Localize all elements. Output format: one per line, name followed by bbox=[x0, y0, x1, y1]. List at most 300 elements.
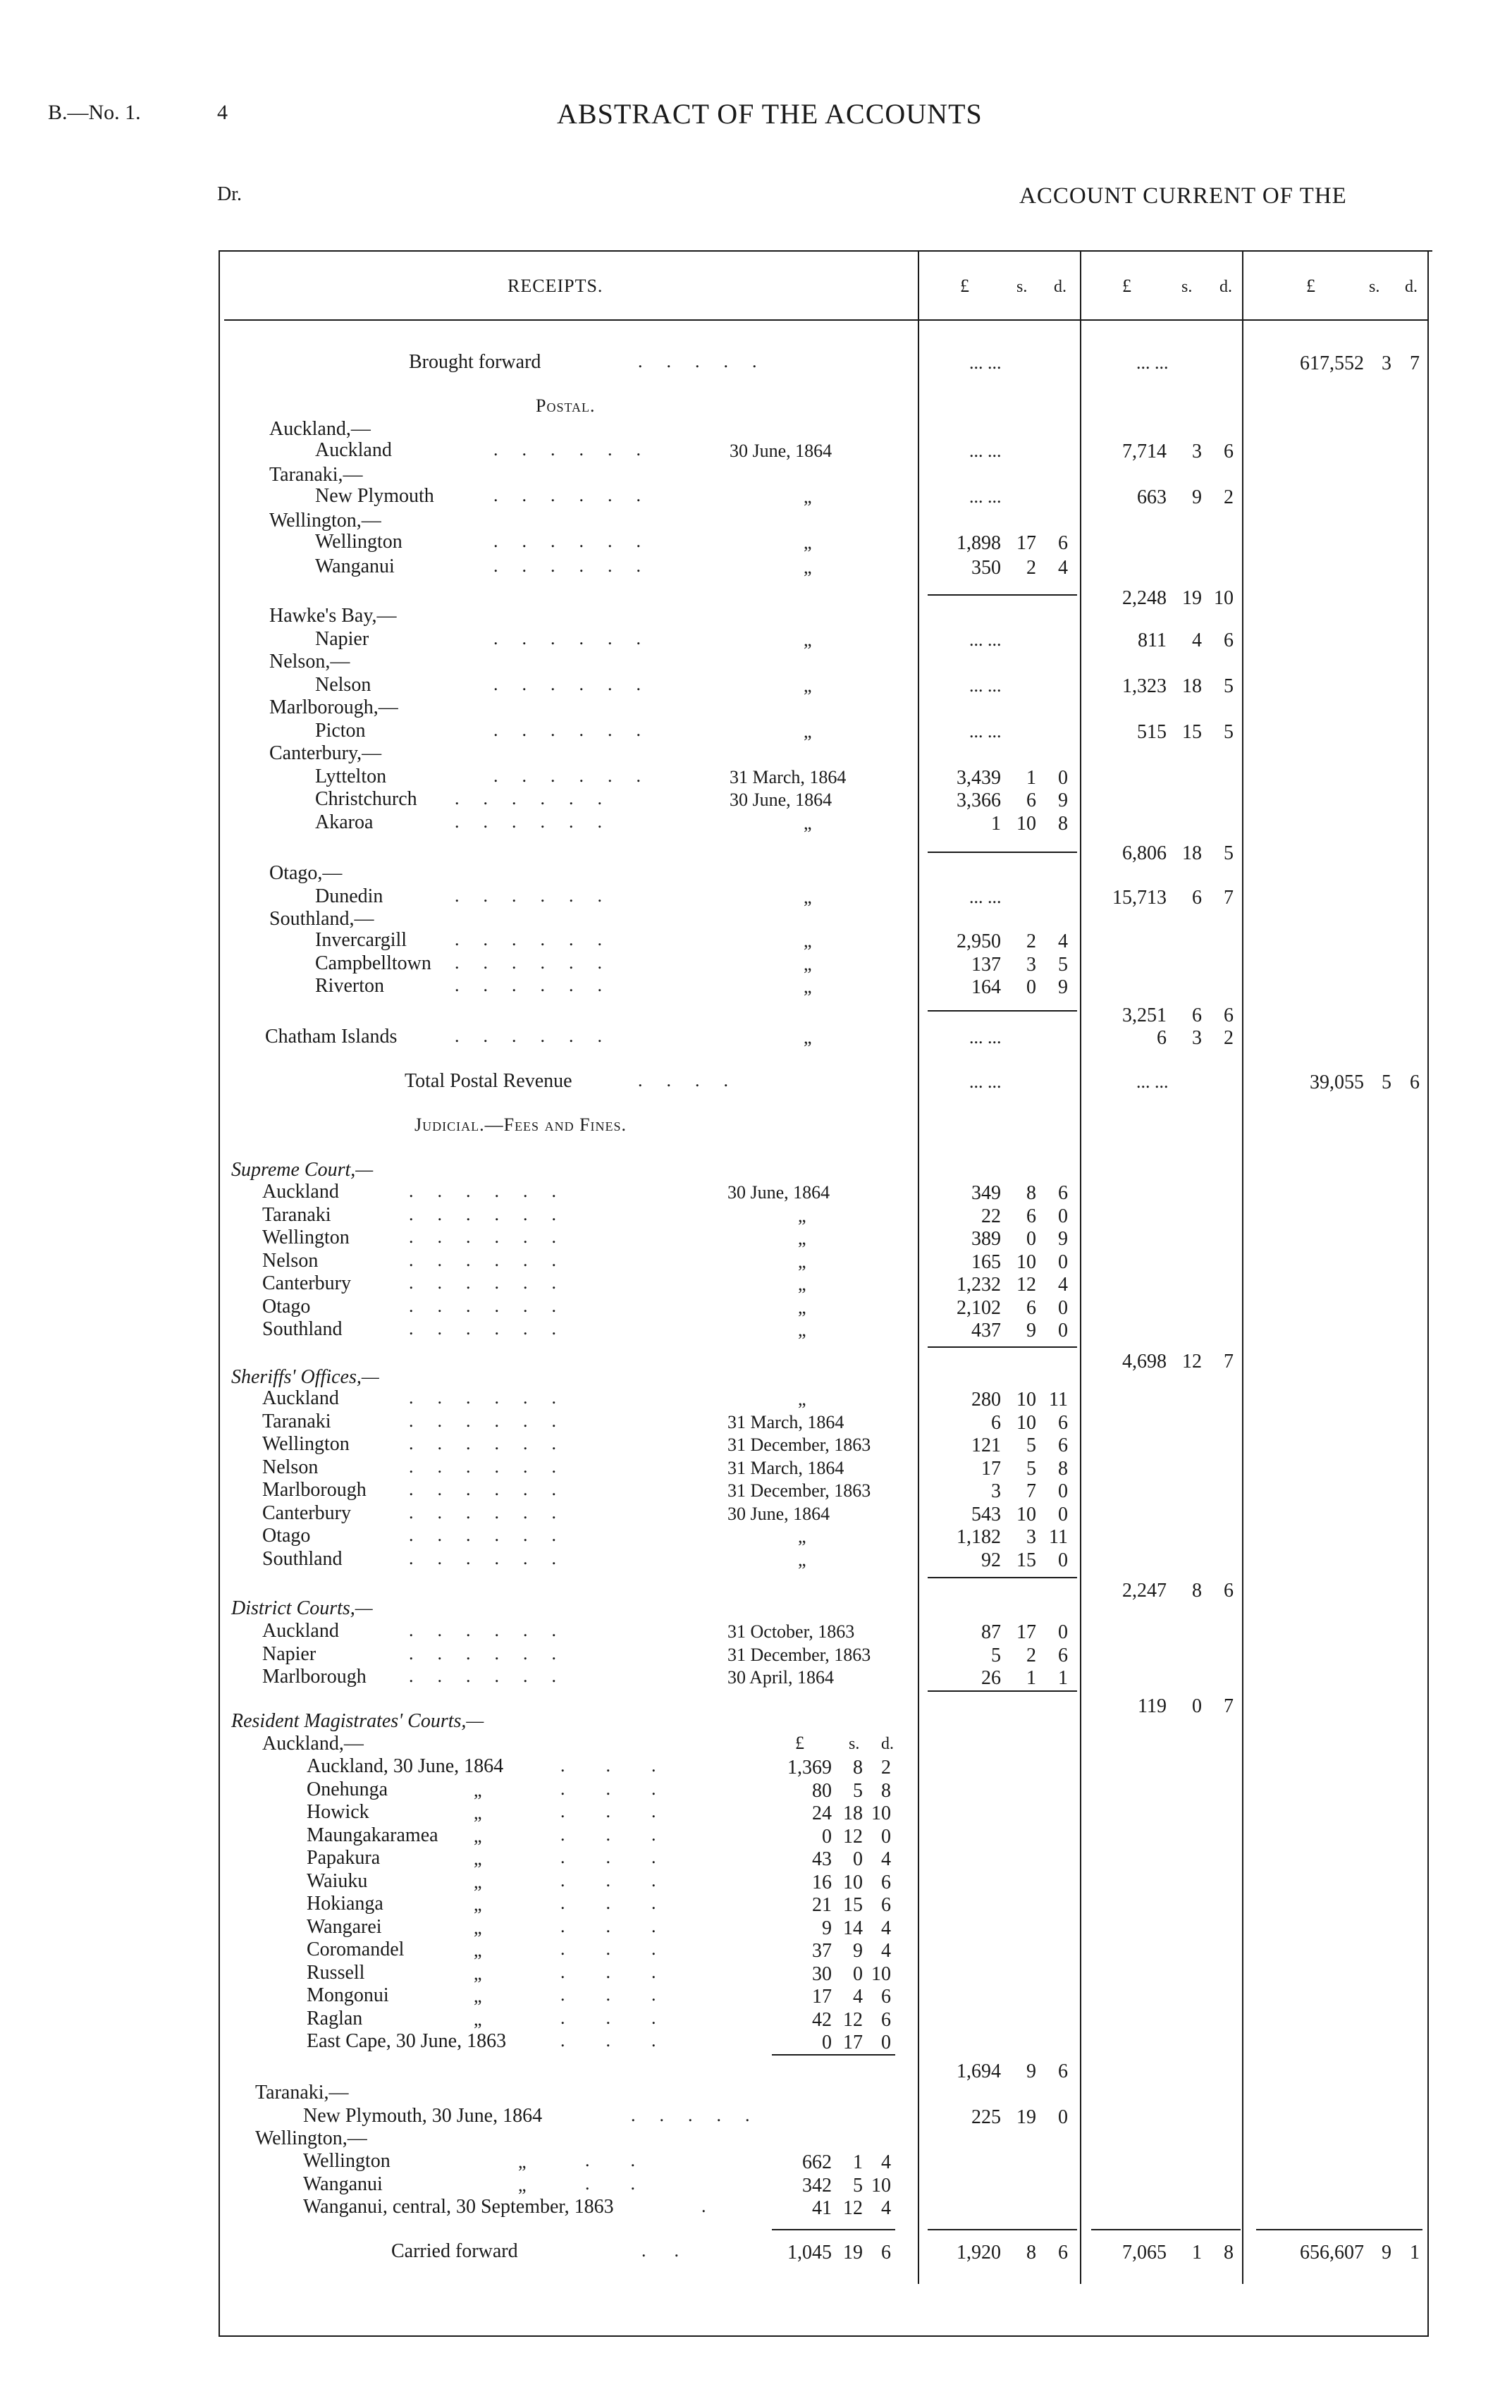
amount-pence: 6 bbox=[1058, 1644, 1068, 1666]
leader-dots: ...... bbox=[493, 439, 665, 460]
postal-row-label: Napier bbox=[315, 628, 369, 650]
resident-row-label: Wanganui bbox=[303, 2173, 383, 2195]
ditto-mark: „ bbox=[474, 1940, 482, 1960]
amount-shillings: 1 bbox=[853, 2151, 863, 2173]
rule bbox=[928, 1010, 1077, 1012]
amount-shillings: 8 bbox=[853, 1757, 863, 1779]
postal-row-label: Akaroa bbox=[315, 811, 374, 833]
ditto-mark: „ bbox=[474, 1825, 482, 1846]
court-row-label: Napier bbox=[262, 1642, 316, 1665]
leader-dots: ... bbox=[560, 1939, 697, 1959]
amount-shillings: 10 bbox=[1016, 1411, 1036, 1434]
leader-dots: ..... bbox=[638, 351, 781, 371]
postal-total-pence: 6 bbox=[1410, 1071, 1420, 1093]
amount-pence: 9 bbox=[1058, 976, 1068, 998]
leader-dots: ...... bbox=[455, 788, 626, 809]
amount-shillings: 3 bbox=[1026, 1526, 1036, 1548]
amount-pounds: 1,232 bbox=[957, 1274, 1001, 1296]
amount-pence: 2 bbox=[1224, 1027, 1234, 1049]
court-row-label: Southland bbox=[262, 1318, 343, 1340]
amount-pence: 5 bbox=[1224, 842, 1234, 864]
leader-dots: ...... bbox=[409, 1410, 580, 1431]
debit-label: Dr. bbox=[217, 183, 242, 205]
court-row-date: „ bbox=[798, 1389, 806, 1409]
district-courts-heading: District Courts,— bbox=[231, 1597, 373, 1619]
amount-pounds: 3 bbox=[991, 1480, 1001, 1502]
amount-pence: 6 bbox=[1224, 1580, 1234, 1602]
pence-header-1: d. bbox=[1054, 278, 1067, 296]
leader-dots: ...... bbox=[409, 1525, 580, 1545]
amount-shillings: 2 bbox=[1026, 557, 1036, 579]
cf-col2-pence: 8 bbox=[1224, 2242, 1234, 2263]
amount-pence: 6 bbox=[881, 1986, 891, 2008]
amount-pence: 10 bbox=[871, 1802, 891, 1824]
postal-row-label: Chatham Islands bbox=[265, 1026, 398, 1048]
postal-row-label: Wellington bbox=[315, 531, 402, 553]
leader-dots: ... bbox=[560, 1893, 697, 1913]
amount-pounds: 7,714 bbox=[1122, 441, 1167, 462]
leader-dots: ...... bbox=[455, 811, 626, 832]
rule bbox=[1256, 2229, 1422, 2230]
amount-shillings: 2 bbox=[1026, 1644, 1036, 1666]
resident-row-label: Wanganui, central, 30 September, 1863 bbox=[303, 2196, 614, 2218]
amount-pounds: 515 bbox=[1137, 721, 1167, 743]
postal-row-date: „ bbox=[804, 1027, 812, 1048]
court-row-label: Nelson bbox=[262, 1249, 319, 1272]
amount-pounds: 437 bbox=[971, 1320, 1001, 1341]
amount-shillings: 17 bbox=[1016, 532, 1036, 554]
leader-dots: ...... bbox=[409, 1181, 580, 1201]
dots-col1: ... ... bbox=[969, 629, 1002, 650]
ditto-mark: „ bbox=[474, 1917, 482, 1938]
court-row-date: 31 December, 1863 bbox=[727, 1435, 871, 1455]
amount-shillings: 0 bbox=[853, 1962, 863, 1985]
amount-pounds: 41 bbox=[812, 2197, 832, 2219]
amount-pounds: 3,251 bbox=[1122, 1005, 1167, 1026]
amount-pence: 4 bbox=[1058, 557, 1068, 579]
amount-shillings: 4 bbox=[853, 1986, 863, 2008]
page-subtitle: ACCOUNT CURRENT OF THE bbox=[1019, 183, 1347, 209]
amount-pounds: 22 bbox=[981, 1205, 1001, 1227]
amount-pounds: 87 bbox=[981, 1621, 1001, 1643]
court-row-date: „ bbox=[798, 1549, 806, 1570]
pound-header-3: £ bbox=[1306, 276, 1315, 296]
amount-shillings: 9 bbox=[1192, 486, 1202, 508]
amount-shillings: 12 bbox=[843, 2008, 863, 2031]
shilling-header-3: s. bbox=[1369, 278, 1380, 296]
dots-col1: ... ... bbox=[969, 352, 1002, 373]
amount-pounds: 9 bbox=[822, 1917, 832, 1939]
amount-pounds: 1,182 bbox=[957, 1526, 1001, 1548]
amount-pounds: 119 bbox=[1138, 1695, 1167, 1717]
amount-pounds: 16 bbox=[812, 1871, 832, 1893]
pound-header-2: £ bbox=[1122, 276, 1131, 296]
amount-pence: 4 bbox=[1058, 1274, 1068, 1296]
amount-shillings: 2 bbox=[1026, 930, 1036, 952]
resident-row-label: Raglan bbox=[307, 2007, 363, 2029]
leader-dots: ...... bbox=[409, 1433, 580, 1454]
cf-col1-shillings: 8 bbox=[1026, 2242, 1036, 2263]
cf-total-shillings: 9 bbox=[1382, 2242, 1391, 2263]
amount-pence: 0 bbox=[1058, 1621, 1068, 1643]
leader-dots: .. bbox=[585, 2150, 676, 2170]
court-row-label: Auckland bbox=[262, 1387, 339, 1409]
amount-pence: 0 bbox=[1058, 1251, 1068, 1273]
amount-shillings: 10 bbox=[1016, 1503, 1036, 1525]
leader-dots: ... bbox=[560, 1915, 697, 1936]
amount-pounds: 24 bbox=[812, 1802, 832, 1824]
amount-pounds: 2,247 bbox=[1122, 1580, 1167, 1602]
resident-row-label: Waiuku bbox=[307, 1869, 368, 1892]
court-row-label: Marlborough bbox=[262, 1479, 367, 1501]
document-reference: B.—No. 1. bbox=[48, 101, 141, 124]
postal-row-date: „ bbox=[804, 813, 812, 833]
amount-pounds: 17 bbox=[812, 1986, 832, 2008]
amount-pounds: 662 bbox=[802, 2151, 832, 2173]
page-number: 4 bbox=[217, 101, 228, 124]
postal-row-date: „ bbox=[804, 557, 812, 577]
leader-dots: ...... bbox=[409, 1642, 580, 1664]
ditto-mark: „ bbox=[518, 2174, 527, 2195]
leader-dots: ... bbox=[560, 1824, 697, 1845]
amount-pounds: 15,713 bbox=[1112, 887, 1167, 909]
amount-pounds: 42 bbox=[812, 2008, 832, 2031]
amount-shillings: 6 bbox=[1192, 887, 1202, 909]
resident-auckland-heading: Auckland,— bbox=[262, 1733, 364, 1755]
amount-pence: 6 bbox=[881, 2008, 891, 2031]
resident-row-label: New Plymouth, 30 June, 1864 bbox=[303, 2105, 543, 2127]
ditto-mark: „ bbox=[474, 1802, 482, 1823]
leader-dots: ... bbox=[560, 1801, 697, 1822]
postal-row-label: Campbelltown bbox=[315, 952, 431, 974]
amount-shillings: 10 bbox=[1016, 813, 1036, 835]
amount-pounds: 1,369 bbox=[787, 1757, 832, 1779]
dots-col2: ... ... bbox=[1136, 1071, 1169, 1092]
postal-total-shillings: 5 bbox=[1382, 1071, 1391, 1093]
judicial-heading: Judicial.—Fees and Fines. bbox=[414, 1114, 627, 1135]
court-row-date: „ bbox=[798, 1296, 806, 1317]
amount-pounds: 0 bbox=[822, 2032, 832, 2053]
amount-pounds: 2,102 bbox=[957, 1296, 1001, 1319]
amount-pounds: 349 bbox=[971, 1182, 1001, 1204]
column-rule-3 bbox=[1242, 250, 1243, 2284]
postal-row-label: Wanganui bbox=[315, 555, 395, 577]
amount-shillings: 12 bbox=[843, 2197, 863, 2219]
leader-dots: ...... bbox=[409, 1272, 580, 1293]
amount-shillings: 17 bbox=[1016, 1621, 1036, 1643]
amount-pounds: 1 bbox=[991, 813, 1001, 835]
leader-dots: ...... bbox=[455, 975, 626, 995]
amount-pence: 8 bbox=[1058, 1457, 1068, 1480]
dots-col1: ... ... bbox=[969, 486, 1002, 507]
amount-shillings: 6 bbox=[1192, 1005, 1202, 1026]
resident-row-label: Maungakaramea bbox=[307, 1824, 438, 1846]
amount-pounds: 5 bbox=[991, 1644, 1001, 1666]
amount-shillings: 18 bbox=[843, 1802, 863, 1824]
leader-dots: ...... bbox=[493, 531, 665, 551]
leader-dots: ...... bbox=[455, 929, 626, 950]
court-row-label: Wellington bbox=[262, 1433, 350, 1455]
leader-dots: .... bbox=[638, 1070, 752, 1091]
amount-pounds: 389 bbox=[971, 1228, 1001, 1250]
court-row-date: 31 March, 1864 bbox=[727, 1457, 844, 1478]
rule bbox=[772, 2054, 895, 2056]
postal-row-label: Nelson bbox=[315, 674, 371, 696]
court-row-date: 30 June, 1864 bbox=[727, 1182, 830, 1203]
amount-pence: 0 bbox=[1058, 1320, 1068, 1341]
bf-total-shillings: 3 bbox=[1382, 352, 1391, 374]
postal-row-date: „ bbox=[804, 976, 812, 997]
postal-row-label: Otago,— bbox=[269, 862, 343, 884]
court-row-date: 30 April, 1864 bbox=[727, 1667, 834, 1688]
dots-col1: ... ... bbox=[969, 675, 1002, 696]
amount-shillings: 18 bbox=[1182, 842, 1202, 864]
postal-row-label: Marlborough,— bbox=[269, 696, 398, 718]
cf-inner-pence: 6 bbox=[881, 2242, 891, 2263]
rule bbox=[1091, 2229, 1241, 2230]
sheriffs-heading: Sheriffs' Offices,— bbox=[231, 1366, 379, 1388]
resident-taranaki-heading: Taranaki,— bbox=[255, 2082, 349, 2103]
dots-col2: ... ... bbox=[1136, 352, 1169, 373]
amount-shillings: 5 bbox=[1026, 1435, 1036, 1456]
amount-shillings: 1 bbox=[1026, 1667, 1036, 1689]
amount-pounds: 663 bbox=[1137, 486, 1167, 508]
amount-pence: 4 bbox=[1058, 930, 1068, 952]
amount-shillings: 12 bbox=[1016, 1274, 1036, 1296]
ditto-mark: „ bbox=[474, 1848, 482, 1869]
amount-shillings: 8 bbox=[1026, 1182, 1036, 1204]
court-row-label: Nelson bbox=[262, 1456, 319, 1478]
rule bbox=[928, 1346, 1077, 1348]
dots-col1: ... ... bbox=[969, 1027, 1002, 1048]
leader-dots: ... bbox=[560, 1778, 697, 1799]
amount-pence: 11 bbox=[1049, 1526, 1068, 1548]
court-row-label: Wellington bbox=[262, 1227, 350, 1248]
amount-pence: 10 bbox=[1214, 587, 1234, 609]
leader-dots: ...... bbox=[493, 720, 665, 740]
resident-row-label: East Cape, 30 June, 1863 bbox=[307, 2030, 507, 2052]
postal-row-label: New Plymouth bbox=[315, 485, 434, 507]
leader-dots: ...... bbox=[409, 1318, 580, 1339]
amount-pounds: 3,366 bbox=[957, 790, 1001, 811]
amount-pounds: 1,323 bbox=[1122, 675, 1167, 697]
amount-pence: 7 bbox=[1224, 1695, 1234, 1717]
amount-shillings: 9 bbox=[1026, 1320, 1036, 1341]
dots-col1: ... ... bbox=[969, 887, 1002, 907]
resident-wellington-heading: Wellington,— bbox=[255, 2127, 367, 2149]
amount-shillings: 5 bbox=[853, 1779, 863, 1802]
amount-shillings: 1 bbox=[1026, 767, 1036, 789]
amount-pence: 7 bbox=[1224, 887, 1234, 909]
postal-row-label: Taranaki,— bbox=[269, 464, 363, 486]
rule bbox=[772, 2229, 895, 2230]
rule bbox=[928, 852, 1077, 853]
amount-shillings: 6 bbox=[1026, 790, 1036, 811]
amount-pounds: 92 bbox=[981, 1549, 1001, 1571]
amount-pence: 6 bbox=[1058, 1435, 1068, 1456]
leader-dots: ...... bbox=[493, 766, 665, 786]
court-row-date: „ bbox=[798, 1228, 806, 1248]
amount-pounds: 811 bbox=[1138, 629, 1167, 651]
court-row-label: Canterbury bbox=[262, 1501, 351, 1524]
amount-pounds: 342 bbox=[802, 2174, 832, 2197]
leader-dots: ...... bbox=[409, 1501, 580, 1523]
resident-magistrates-heading: Resident Magistrates' Courts,— bbox=[231, 1710, 484, 1732]
resident-row-label: Wellington bbox=[303, 2150, 391, 2172]
amount-shillings: 14 bbox=[843, 1917, 863, 1939]
amount-pence: 6 bbox=[1058, 1411, 1068, 1434]
amount-pounds: 350 bbox=[971, 557, 1001, 579]
ditto-mark: „ bbox=[474, 1871, 482, 1892]
leader-dots: ..... bbox=[631, 2105, 774, 2125]
leader-dots: ...... bbox=[409, 1479, 580, 1499]
amount-pence: 5 bbox=[1224, 721, 1234, 743]
amount-pence: 0 bbox=[1058, 1205, 1068, 1227]
leader-dots: ... bbox=[560, 1984, 697, 2005]
amount-pence: 0 bbox=[1058, 767, 1068, 789]
amount-shillings: 8 bbox=[1192, 1580, 1202, 1602]
amount-shillings: 0 bbox=[853, 1848, 863, 1870]
amount-pounds: 543 bbox=[971, 1503, 1001, 1525]
court-row-label: Auckland bbox=[262, 1620, 339, 1642]
amount-pence: 0 bbox=[1058, 1503, 1068, 1525]
resident-row-label: Howick bbox=[307, 1801, 369, 1823]
postal-row-date: „ bbox=[804, 486, 812, 507]
amount-pounds: 1,898 bbox=[957, 532, 1001, 554]
postal-row-label: Riverton bbox=[315, 975, 384, 997]
amount-pounds: 80 bbox=[812, 1779, 832, 1802]
amount-pence: 9 bbox=[1058, 790, 1068, 811]
postal-row-label: Canterbury,— bbox=[269, 742, 382, 764]
amount-pence: 4 bbox=[881, 1848, 891, 1870]
amount-pounds: 30 bbox=[812, 1962, 832, 1985]
amount-shillings: 4 bbox=[1192, 629, 1202, 651]
amount-pounds: 3,439 bbox=[957, 767, 1001, 789]
amount-pounds: 280 bbox=[971, 1389, 1001, 1411]
amount-pounds: 6 bbox=[991, 1411, 1001, 1434]
amount-pence: 10 bbox=[871, 2174, 891, 2197]
amount-pence: 6 bbox=[1224, 441, 1234, 462]
amount-pence: 0 bbox=[1058, 1480, 1068, 1502]
ditto-mark: „ bbox=[474, 1986, 482, 2006]
amount-shillings: 12 bbox=[1182, 1351, 1202, 1372]
amount-shillings: 17 bbox=[843, 2032, 863, 2053]
amount-shillings: 5 bbox=[853, 2174, 863, 2197]
amount-pounds: 121 bbox=[971, 1435, 1001, 1456]
amount-pounds: 17 bbox=[981, 1457, 1001, 1480]
ditto-mark: „ bbox=[474, 2008, 482, 2029]
postal-row-label: Auckland,— bbox=[269, 418, 371, 440]
amount-pounds: 164 bbox=[971, 976, 1001, 998]
cf-col1-pounds: 1,920 bbox=[957, 2242, 1001, 2263]
leader-dots: ...... bbox=[493, 628, 665, 649]
amount-pence: 4 bbox=[881, 1917, 891, 1939]
amount-shillings: 3 bbox=[1192, 441, 1202, 462]
amount-pence: 2 bbox=[881, 1757, 891, 1779]
amount-shillings: 6 bbox=[1026, 1205, 1036, 1227]
leader-dots: ...... bbox=[455, 952, 626, 973]
leader-dots: ...... bbox=[409, 1203, 580, 1224]
amount-shillings: 15 bbox=[1182, 721, 1202, 743]
amount-shillings: 0 bbox=[1026, 1228, 1036, 1250]
rule bbox=[928, 1690, 1077, 1692]
resident-row-label: Auckland, 30 June, 1864 bbox=[307, 1755, 504, 1777]
court-row-date: 31 March, 1864 bbox=[727, 1411, 844, 1432]
column-rule-1 bbox=[918, 250, 919, 2284]
amount-pounds: 2,248 bbox=[1122, 587, 1167, 609]
leader-dots: ...... bbox=[409, 1547, 580, 1568]
shilling-header-2: s. bbox=[1181, 278, 1193, 296]
dots-col1: ... ... bbox=[969, 441, 1002, 461]
amount-pence: 0 bbox=[1058, 2106, 1068, 2128]
bf-total-pence: 7 bbox=[1410, 352, 1420, 374]
amount-pence: 8 bbox=[881, 1779, 891, 1802]
ditto-mark: „ bbox=[474, 1962, 482, 1984]
table-top-rule bbox=[219, 250, 1432, 252]
leader-dots: ...... bbox=[493, 485, 665, 505]
amount-shillings: 5 bbox=[1026, 1457, 1036, 1480]
amount-pence: 0 bbox=[881, 2032, 891, 2053]
amount-pence: 5 bbox=[1058, 954, 1068, 976]
rule bbox=[928, 2229, 1077, 2230]
postal-row-date: „ bbox=[804, 629, 812, 650]
dots-col1: ... ... bbox=[969, 1071, 1002, 1092]
postal-row-date: „ bbox=[804, 532, 812, 553]
amount-shillings: 10 bbox=[843, 1871, 863, 1893]
postal-row-date: 30 June, 1864 bbox=[730, 790, 832, 810]
postal-row-label: Picton bbox=[315, 720, 366, 742]
resident-row-label: Hokianga bbox=[307, 1893, 383, 1915]
postal-row-label: Auckland bbox=[315, 439, 392, 461]
amount-pence: 6 bbox=[881, 1894, 891, 1916]
column-rule-2 bbox=[1080, 250, 1081, 2284]
amount-pounds: 6 bbox=[1157, 1027, 1167, 1049]
postal-row-label: Nelson,— bbox=[269, 651, 350, 672]
cf-inner-pounds: 1,045 bbox=[787, 2242, 832, 2263]
amount-shillings: 15 bbox=[843, 1894, 863, 1916]
ditto-mark: „ bbox=[474, 1779, 482, 1800]
leader-dots: . bbox=[701, 2196, 747, 2216]
amount-shillings: 15 bbox=[1016, 1549, 1036, 1571]
amount-pounds: 4,698 bbox=[1122, 1351, 1167, 1372]
leader-dots: .. bbox=[585, 2173, 676, 2194]
leader-dots: ... bbox=[560, 1869, 697, 1891]
amount-pounds: 137 bbox=[971, 954, 1001, 976]
court-row-label: Otago bbox=[262, 1295, 311, 1317]
inner-pence-header: d. bbox=[881, 1735, 894, 1753]
postal-row-date: 30 June, 1864 bbox=[730, 441, 832, 461]
resident-row-label: Papakura bbox=[307, 1847, 381, 1869]
table-right-rule bbox=[1427, 250, 1429, 2337]
shilling-header-1: s. bbox=[1016, 278, 1028, 296]
total-postal-label: Total Postal Revenue bbox=[405, 1070, 572, 1092]
court-row-date: „ bbox=[798, 1205, 806, 1226]
court-row-label: Marlborough bbox=[262, 1666, 367, 1688]
postal-row-label: Dunedin bbox=[315, 885, 383, 907]
resident-row-label: Wangarei bbox=[307, 1915, 382, 1938]
amount-pence: 6 bbox=[881, 1871, 891, 1893]
cf-inner-shillings: 19 bbox=[843, 2242, 863, 2263]
court-row-label: Auckland bbox=[262, 1181, 339, 1203]
amount-shillings: 10 bbox=[1016, 1389, 1036, 1411]
amount-pounds: 37 bbox=[812, 1940, 832, 1962]
amount-pounds: 21 bbox=[812, 1894, 832, 1916]
leader-dots: ... bbox=[560, 1755, 697, 1776]
court-row-label: Otago bbox=[262, 1525, 311, 1547]
resident-row-label: Mongonui bbox=[307, 1984, 389, 2006]
leader-dots: ... bbox=[560, 2030, 697, 2051]
amount-pence: 6 bbox=[1058, 1182, 1068, 1204]
